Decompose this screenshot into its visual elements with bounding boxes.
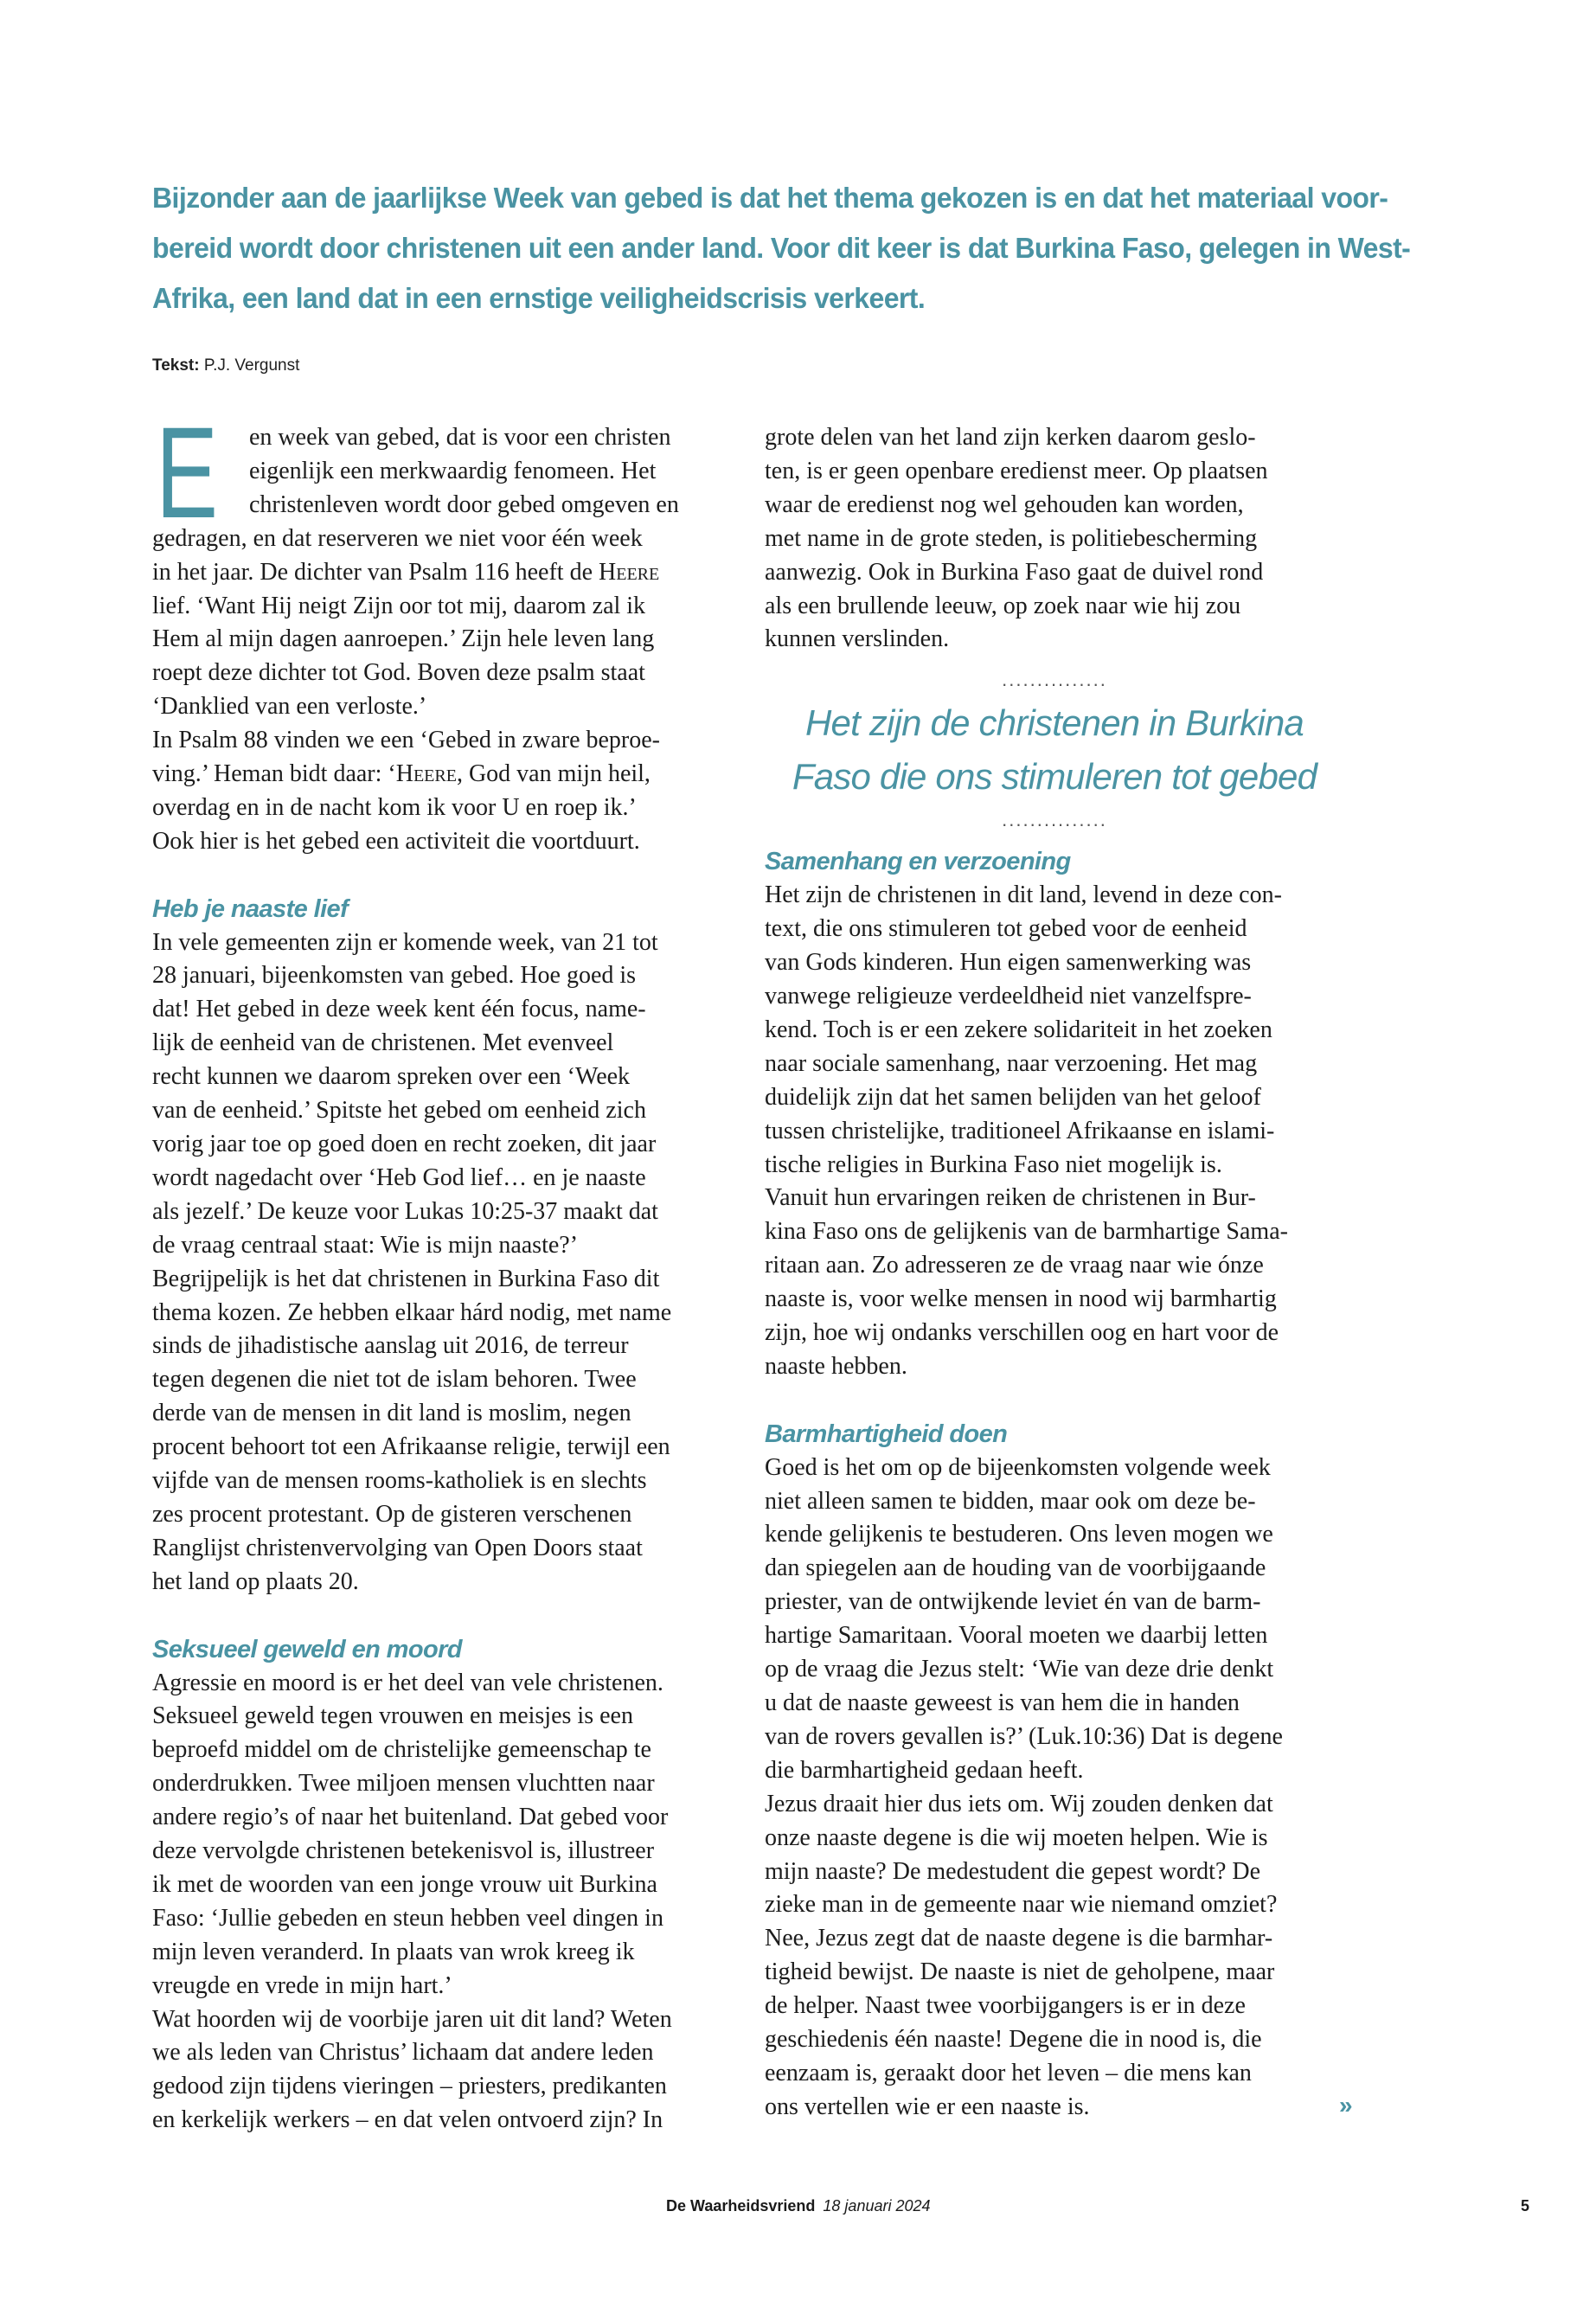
- text-line: lijk de eenheid van de christenen. Met evenveel: [152, 1029, 614, 1057]
- text-line: zes procent protestant. Op de gisteren verschenen: [152, 1500, 632, 1528]
- text-line: hartige Samaritaan. Vooral moeten we daarbij letten: [765, 1622, 1268, 1650]
- text-line: onderdrukken. Twee miljoen mensen vluchtten naar: [152, 1770, 655, 1798]
- text-line: vreugde en vrede in mijn hart.’: [152, 1971, 452, 1999]
- text-line: priester, van de ontwijkende leviet én van de barm-: [765, 1588, 1261, 1616]
- issue-date: 18 januari 2024: [823, 2197, 931, 2214]
- text-line: gedood zijn tijdens vieringen – priesters, predikanten: [152, 2073, 667, 2100]
- text-line: In Psalm 88 vinden we een ‘Gebed in zware beproe-: [152, 727, 661, 754]
- text-line: Hem al mijn dagen aanroepen.’ Zijn hele leven lang: [152, 625, 655, 653]
- text-line: duidelijk zijn dat het samen belijden van het geloof: [765, 1083, 1261, 1111]
- text-line: Ook hier is het gebed een activiteit die voortduurt.: [152, 827, 640, 855]
- text-line: vijfde van de mensen rooms-katholiek is en slechts: [152, 1467, 647, 1495]
- text-line: en week van gebed, dat is voor een christen: [249, 424, 671, 451]
- text-line: deze vervolgde christenen betekenisvol is, illustreer: [152, 1837, 655, 1865]
- text-line: aanwezig. Ook in Burkina Faso gaat de duivel rond: [765, 558, 1264, 586]
- text-line: dan spiegelen aan de houding van de voorbijgaande: [765, 1554, 1266, 1582]
- text-line: roept deze dichter tot God. Boven deze psalm staat: [152, 659, 645, 687]
- text-line: eigenlijk een merkwaardig fenomeen. Het: [249, 457, 657, 484]
- text-line: vorig jaar toe op goed doen en recht zoeken, dit jaar: [152, 1131, 657, 1158]
- text-line: Ranglijst christenvervolging van Open Doors staat: [152, 1534, 643, 1561]
- text-line: ons vertellen wie er een naaste is.: [765, 2093, 1090, 2120]
- text-line: tussen christelijke, traditioneel Afrikaanse en islami-: [765, 1117, 1275, 1144]
- opening-paragraph: [152, 400, 732, 859]
- text-line: Het zijn de christenen in dit land, levend in deze con-: [765, 881, 1282, 909]
- text-line: recht kunnen we daarom spreken over een ‘Week: [152, 1063, 631, 1091]
- text-line: het land op plaats 20.: [152, 1567, 359, 1595]
- intro-line: bereid wordt door christenen uit een ander land. Voor dit keer is dat Burkina Faso, gelegen in West-: [152, 232, 1411, 264]
- byline: [152, 356, 299, 375]
- text-line: de vraag centraal staat: Wie is mijn naaste?’: [152, 1231, 579, 1259]
- text-line: onze naaste degene is die wij moeten helpen. Wie is: [765, 1823, 1268, 1851]
- text-line: die barmhartigheid gedaan heeft.: [765, 1756, 1084, 1784]
- text-line: tigheid bewijst. De naaste is niet de geholpene, maar: [765, 1958, 1275, 1986]
- text-line: thema kozen. Ze hebben elkaar hárd nodig, met name: [152, 1298, 672, 1326]
- text-line: Seksueel geweld tegen vrouwen en meisjes is een: [152, 1702, 633, 1730]
- text-line: dat! Het gebed in deze week kent één focus, name-: [152, 996, 646, 1023]
- text-line: text, die ons stimuleren tot gebed voor de eenheid: [765, 915, 1247, 943]
- text-fragment: ving.’ Heman bidt daar: ‘: [152, 760, 396, 788]
- text-line: 28 januari, bijeenkomsten van gebed. Hoe goed is: [152, 962, 637, 990]
- text-line: [152, 758, 732, 792]
- intro-lead: [152, 173, 1411, 324]
- text-line: procent behoort tot een Afrikaanse religie, terwijl een: [152, 1433, 670, 1461]
- pull-quote-divider-bottom: ...............: [1002, 809, 1107, 831]
- intro-line: Afrika, een land dat in een ernstige veiligheidscrisis verkeert.: [152, 282, 926, 314]
- text-line: derde van de mensen in dit land is moslim, negen: [152, 1400, 631, 1427]
- text-line: geschiedenis één naaste! Degene die in nood is, die: [765, 2026, 1262, 2054]
- text-line: als een brullende leeuw, op zoek naar wie hij zou: [765, 592, 1241, 619]
- section-body: [152, 1667, 732, 2138]
- text-line: u dat de naaste geweest is van hem die in handen: [765, 1689, 1240, 1716]
- byline-label: Tekst:: [152, 356, 200, 375]
- publication-name: De Waarheidsvriend: [666, 2197, 816, 2214]
- text-line: Agressie en moord is er het deel van vele christenen.: [152, 1669, 663, 1696]
- text-line: christenleven wordt door gebed omgeven en: [249, 490, 679, 518]
- text-line: ik met de woorden van een jonge vrouw uit Burkina: [152, 1870, 657, 1898]
- section-body: [152, 926, 732, 1599]
- text-line: van de rovers gevallen is?’ (Luk.10:36) Dat is degene: [765, 1722, 1283, 1750]
- text-line: vanwege religieuze verdeeldheid niet vanzelfspre-: [765, 982, 1252, 1009]
- text-line: gedragen, en dat reserveren we niet voor één week: [152, 524, 643, 552]
- text-line: op de vraag die Jezus stelt: ‘Wie van deze drie denkt: [765, 1656, 1274, 1683]
- text-line: tegen degenen die niet tot de islam behoren. Twee: [152, 1366, 637, 1394]
- text-line: ritaan aan. Zo adresseren ze de vraag naar wie ónze: [765, 1252, 1264, 1279]
- page-footer: [666, 2197, 931, 2215]
- text-line: beproefd middel om de christelijke gemeenschap te: [152, 1736, 651, 1764]
- text-line: naaste hebben.: [765, 1352, 907, 1380]
- text-line: grote delen van het land zijn kerken daarom geslo-: [765, 424, 1256, 451]
- text-line: eenzaam is, geraakt door het leven – die mens kan: [765, 2059, 1252, 2086]
- left-column: [152, 400, 732, 2138]
- heere-smallcaps: Heere: [395, 760, 457, 788]
- text-line: zieke man in de gemeente naar wie niemand omziet?: [765, 1891, 1278, 1919]
- section-body: [765, 879, 1344, 1384]
- text-line: sinds de jihadistische aanslag uit 2016, de terreur: [152, 1332, 629, 1360]
- text-line: ‘Danklied van een verloste.’: [152, 693, 427, 721]
- text-line: we als leden van Christus’ lichaam dat andere leden: [152, 2039, 654, 2067]
- text-line: en kerkelijk werkers – en dat velen ontvoerd zijn? In: [152, 2106, 663, 2134]
- text-line: Nee, Jezus zegt dat de naaste degene is die barmhar-: [765, 1925, 1273, 1952]
- text-line: ten, is er geen openbare eredienst meer. Op plaatsen: [765, 457, 1268, 484]
- text-line: mijn naaste? De medestudent die gepest wordt? De: [765, 1857, 1261, 1885]
- continuation-paragraph: [765, 421, 1344, 657]
- text-line: de helper. Naast twee voorbijgangers is er in deze: [765, 1992, 1246, 2020]
- text-line: Goed is het om op de bijeenkomsten volgende week: [765, 1453, 1271, 1481]
- text-line: Jezus draait hier dus iets om. Wij zouden denken dat: [765, 1790, 1273, 1817]
- intro-line: Bijzonder aan de jaarlijkse Week van gebed is dat het thema gekozen is en dat het materiaal voor-: [152, 182, 1388, 214]
- section-heading: Samenhang en verzoening: [765, 848, 1071, 876]
- text-line: kina Faso ons de gelijkenis van de barmhartige Sama-: [765, 1218, 1288, 1246]
- text-line: van Gods kinderen. Hun eigen samenwerking was: [765, 949, 1252, 977]
- text-line: Faso: ‘Jullie gebeden en steun hebben veel dingen in: [152, 1904, 663, 1932]
- pull-quote-line: Faso die ons stimuleren tot gebed: [792, 756, 1317, 798]
- text-line: naar sociale samenhang, naar verzoening. Het mag: [765, 1049, 1258, 1077]
- text-line: kend. Toch is er een zekere solidariteit in het zoeken: [765, 1016, 1272, 1043]
- section-heading: Heb je naaste lief: [152, 894, 349, 923]
- text-line: tische religies in Burkina Faso niet mogelijk is.: [765, 1150, 1222, 1178]
- text-line: Wat hoorden wij de voorbije jaren uit dit land? Weten: [152, 2005, 672, 2033]
- text-line: naaste is, voor welke mensen in nood wij barmhartig: [765, 1285, 1277, 1313]
- text-line: Vanuit hun ervaringen reiken de christenen in Bur-: [765, 1184, 1256, 1212]
- text-line: [152, 556, 732, 590]
- text-line: overdag en in de nacht kom ik voor U en roep ik.’: [152, 793, 637, 821]
- drop-cap: E: [156, 400, 219, 545]
- section-body: [765, 1452, 1344, 2125]
- text-line: niet alleen samen te bidden, maar ook om deze be-: [765, 1487, 1256, 1515]
- text-line: waar de eredienst nog wel gehouden kan worden,: [765, 490, 1244, 518]
- text-line: kunnen verslinden.: [765, 625, 950, 653]
- text-line: andere regio’s of naar het buitenland. Dat gebed voor: [152, 1804, 669, 1831]
- text-line: als jezelf.’ De keuze voor Lukas 10:25-37 maakt dat: [152, 1197, 658, 1225]
- text-line: zijn, hoe wij ondanks verschillen oog en hart voor de: [765, 1319, 1279, 1347]
- text-line: wordt nagedacht over ‘Heb God lief… en je naaste: [152, 1163, 646, 1191]
- text-line: kende gelijkenis te bestuderen. Ons leven mogen we: [765, 1521, 1273, 1548]
- text-line: met name in de grote steden, is politiebescherming: [765, 524, 1258, 552]
- pull-quote-line: Het zijn de christenen in Burkina: [805, 702, 1304, 744]
- continue-arrow-icon[interactable]: »: [1339, 2092, 1353, 2118]
- text-line: mijn leven veranderd. In plaats van wrok kreeg ik: [152, 1938, 635, 1965]
- text-line: lief. ‘Want Hij neigt Zijn oor tot mij, daarom zal ik: [152, 592, 646, 619]
- pull-quote-divider-top: ...............: [1002, 669, 1107, 691]
- text-fragment: in het jaar. De dichter van Psalm 116 heeft de: [152, 558, 599, 586]
- text-line: Begrijpelijk is het dat christenen in Burkina Faso dit: [152, 1265, 660, 1292]
- byline-author: P.J. Vergunst: [203, 356, 300, 375]
- section-heading: Barmhartigheid doen: [765, 1420, 1008, 1448]
- pull-quote: [765, 663, 1344, 836]
- page-number: 5: [1521, 2197, 1530, 2214]
- text-line: van de eenheid.’ Spitste het gebed om eenheid zich: [152, 1097, 646, 1125]
- right-column: [765, 421, 1344, 2125]
- heere-smallcaps: Heere: [599, 558, 660, 586]
- text-fragment: , God van mijn heil,: [456, 760, 651, 788]
- text-line: In vele gemeenten zijn er komende week, van 21 tot: [152, 928, 658, 956]
- section-heading: Seksueel geweld en moord: [152, 1635, 462, 1663]
